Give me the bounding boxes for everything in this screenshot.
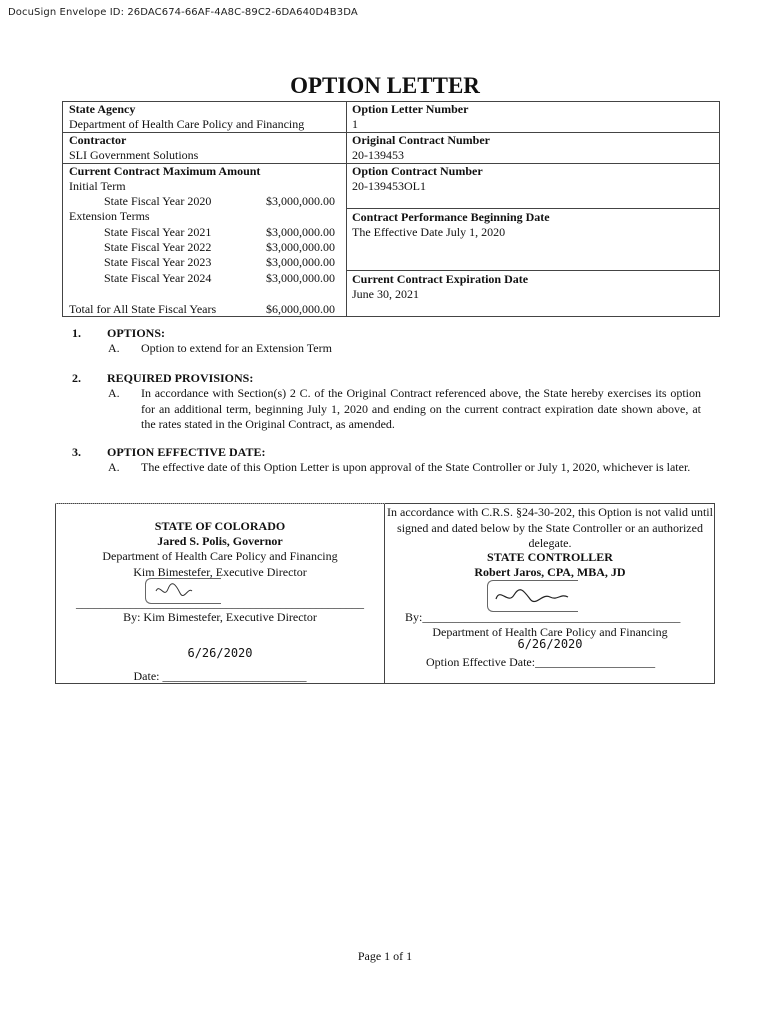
- section-item-text: The effective date of this Option Letter is upon approval of the State Controller or July 1, 2020, whichever is later.: [141, 460, 691, 474]
- total-label: Total for All State Fiscal Years: [69, 302, 217, 316]
- max-amount-label: Current Contract Maximum Amount: [69, 164, 261, 178]
- fiscal-year-amount: $3,000,000.00: [266, 255, 335, 269]
- controller-signed-date: 6/26/2020: [517, 637, 583, 651]
- section-item-letter: A.: [108, 460, 120, 474]
- original-contract-number-label: Original Contract Number: [352, 133, 490, 147]
- signature-line: ________________________________________________: [76, 596, 364, 610]
- contract-info-table: [62, 101, 720, 317]
- controller-by-line: By:___________________________________________: [405, 610, 681, 624]
- contractor-value: SLI Government Solutions: [69, 148, 199, 162]
- controller-name: Robert Jaros, CPA, MBA, JD: [474, 565, 626, 579]
- date-line: Date: ________________________: [133, 669, 307, 683]
- section-item-text: In accordance with Section(s) 2 C. of the Original Contract referenced above, the State hereby exercises its option for an additional term, beginning July 1, 2020 and ending on the current contract expiration date shown above, at the rates stated in the Original Contract, as amended.: [141, 386, 701, 431]
- fiscal-year-label: State Fiscal Year 2021: [104, 225, 212, 239]
- original-contract-number-value: 20-139453: [352, 148, 404, 162]
- option-effective-date-line: Option Effective Date:____________________: [426, 655, 656, 669]
- handwritten-signature-icon: [488, 581, 578, 611]
- initial-term-label: Initial Term: [69, 179, 126, 193]
- section-item-text: Option to extend for an Extension Term: [141, 341, 332, 355]
- table-row-divider: [346, 208, 720, 209]
- page-number: Page 1 of 1: [357, 949, 413, 963]
- section-title: OPTIONS:: [107, 326, 166, 340]
- option-contract-number-label: Option Contract Number: [352, 164, 483, 178]
- section-number: 2.: [72, 371, 81, 385]
- expiration-label: Current Contract Expiration Date: [352, 272, 529, 286]
- table-row-divider: [346, 270, 720, 271]
- table-border-right: [719, 101, 720, 317]
- extension-terms-label: Extension Terms: [69, 209, 150, 223]
- option-letter-number-label: Option Letter Number: [352, 102, 469, 116]
- director-name: Kim Bimestefer, Executive Director: [133, 565, 307, 579]
- option-contract-number-value: 20-139453OL1: [352, 179, 426, 193]
- expiration-value: June 30, 2021: [352, 287, 419, 301]
- section-title: OPTION EFFECTIVE DATE:: [107, 445, 266, 459]
- signed-date: 6/26/2020: [187, 646, 253, 660]
- section-number: 1.: [72, 326, 81, 340]
- section-item-letter: A.: [108, 386, 120, 400]
- option-letter-number-value: 1: [352, 117, 358, 131]
- state-of-colorado: STATE OF COLORADO: [154, 519, 286, 533]
- contractor-label: Contractor: [69, 133, 127, 147]
- fiscal-year-amount: $3,000,000.00: [266, 225, 335, 239]
- fiscal-year-label: State Fiscal Year 2020: [104, 194, 212, 208]
- table-border-left: [62, 101, 63, 317]
- page-title: OPTION LETTER: [290, 73, 480, 98]
- fiscal-year-label: State Fiscal Year 2024: [104, 271, 212, 285]
- state-agency-value: Department of Health Care Policy and Financing: [69, 117, 305, 131]
- total-amount: $6,000,000.00: [266, 302, 335, 316]
- controller-notice: In accordance with C.R.S. §24-30-202, this Option is not valid until signed and dated below by the State Controller or an authorized delegate.: [387, 505, 713, 550]
- dotted-divider: [55, 503, 385, 504]
- fiscal-year-label: State Fiscal Year 2023: [104, 255, 212, 269]
- fiscal-year-amount: $3,000,000.00: [266, 194, 335, 208]
- performance-begin-value: The Effective Date July 1, 2020: [352, 225, 506, 239]
- section-title: REQUIRED PROVISIONS:: [107, 371, 254, 385]
- section-item-letter: A.: [108, 341, 120, 355]
- controller-department: Department of Health Care Policy and Financing: [432, 625, 668, 639]
- governor-name: Jared S. Polis, Governor: [157, 534, 283, 548]
- controller-signature-stamp: [487, 580, 578, 612]
- state-controller-label: STATE CONTROLLER: [487, 550, 613, 564]
- signed-by: By: Kim Bimestefer, Executive Director: [123, 610, 317, 624]
- state-agency-label: State Agency: [69, 102, 136, 116]
- table-divider-vertical: [346, 101, 347, 317]
- fiscal-year-label: State Fiscal Year 2022: [104, 240, 212, 254]
- section-number: 3.: [72, 445, 81, 459]
- performance-begin-label: Contract Performance Beginning Date: [352, 210, 550, 224]
- department-name: Department of Health Care Policy and Financing: [102, 549, 338, 563]
- fiscal-year-amount: $3,000,000.00: [266, 240, 335, 254]
- fiscal-year-amount: $3,000,000.00: [266, 271, 335, 285]
- envelope-id: DocuSign Envelope ID: 26DAC674-66AF-4A8C-89C2-6DA640D4B3DA: [8, 7, 358, 18]
